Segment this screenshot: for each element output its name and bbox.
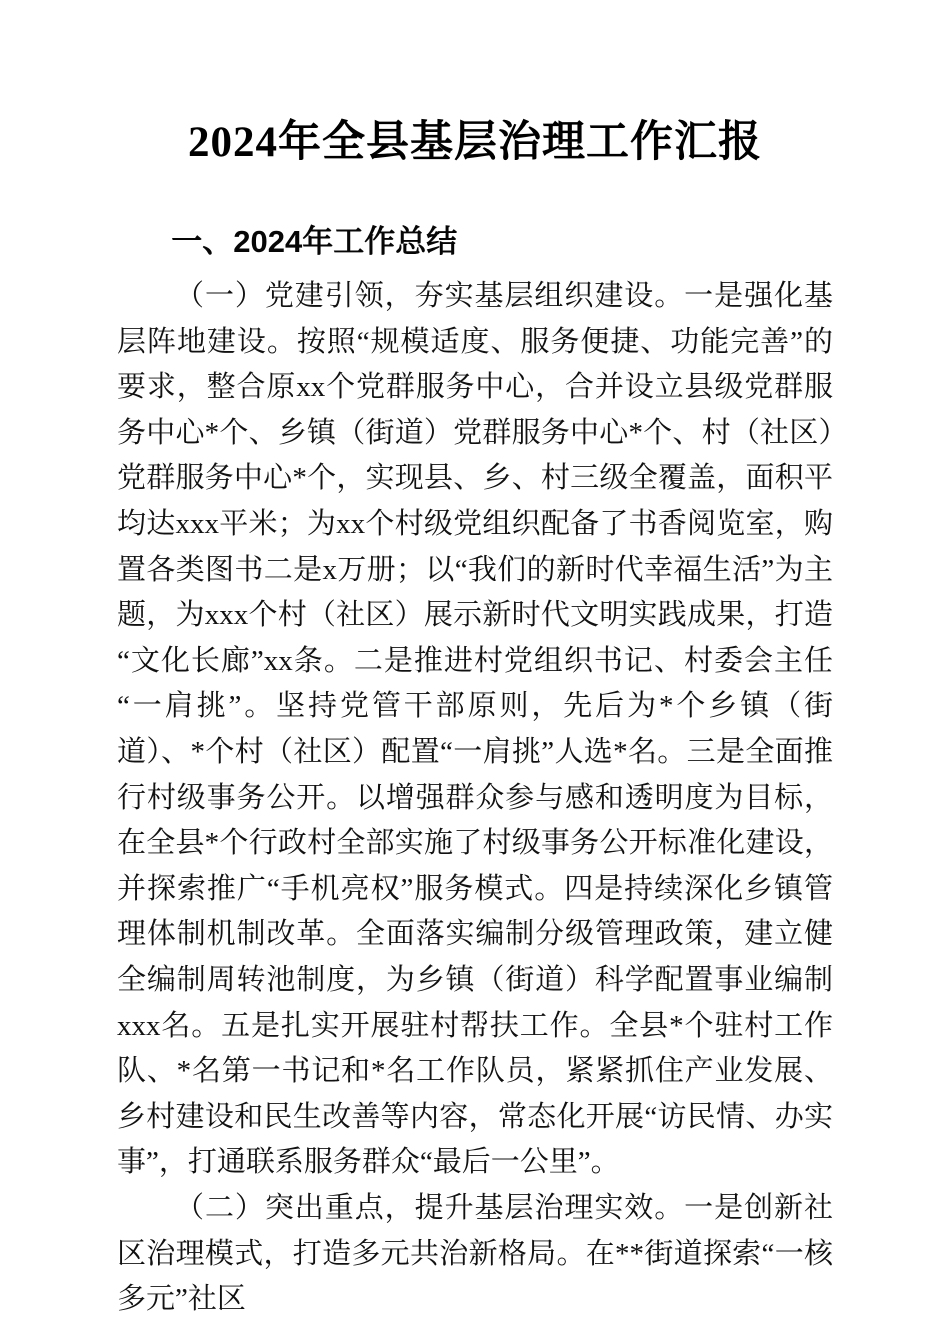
paragraph-governance-effect: （二）突出重点，提升基层治理实效。一是创新社区治理模式，打造多元共治新格局。在**街道探索“一核多元”社区 xyxy=(117,1191,833,1316)
document-title: 2024年全县基层治理工作汇报 xyxy=(188,119,762,166)
section-work-summary xyxy=(117,222,833,1323)
paragraph-party-building: （一）党建引领，夯实基层组织建设。一是强化基层阵地建设。按照“规模适度、服务便捷、功能完善”的要求，整合原xx个党群服务中心，合并设立县级党群服务中心*个、乡镇（街道）党群服务中心*个、村（社区）党群服务中心*个，实现县、乡、村三级全覆盖，面积平均达xxx平米；为xx个村级党组织配备了书香阅览室，购置各类图书二是x万册；以“我们的新时代幸福生活”为主题，为xxx个村（社区）展示新时代文明实践成果，打造“文化长廊”xx条。二是推进村党组织书记、村委会主任“一肩挑”。坚持党管干部原则，先后为*个乡镇（街道）、*个村（社区）配置“一肩挑”人选*名。三是全面推行村级事务公开。以增强群众参与感和透明度为目标，在全县*个行政村全部实施了村级事务公开标准化建设，并探索推广“手机亮权”服务模式。四是持续深化乡镇管理体制机制改革。全面落实编制分级管理政策，建立健全编制周转池制度，为乡镇（街道）科学配置事业编制xxx名。五是扎实开展驻村帮扶工作。全县*个驻村工作队、*名第一书记和*名工作队员，紧紧抓住产业发展、乡村建设和民生改善等内容，常态化开展“访民情、办实事”，打通联系服务群众“最后一公里”。 xyxy=(117,280,833,1179)
section-body xyxy=(117,274,833,1323)
section-heading: 一、2024年工作总结 xyxy=(171,224,458,260)
